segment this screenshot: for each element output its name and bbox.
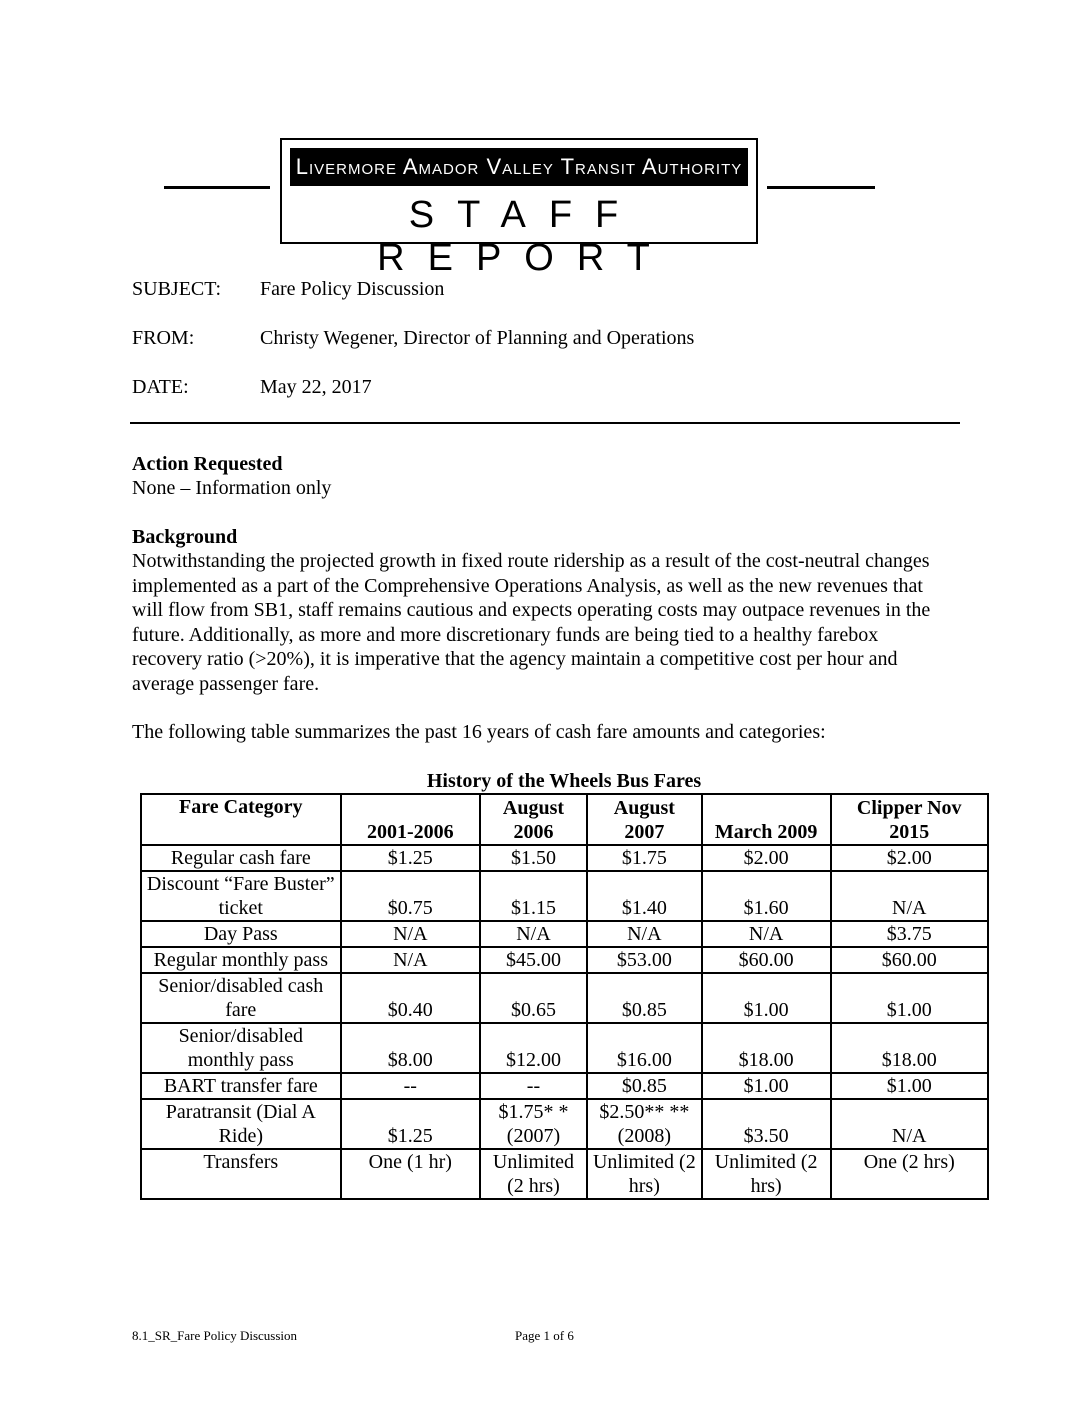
table-cell: $0.40 xyxy=(341,973,480,1023)
fare-history-table xyxy=(140,793,989,1200)
table-cell: $18.00 xyxy=(831,1023,989,1073)
table-row xyxy=(141,1023,988,1073)
action-heading: Action Requested xyxy=(132,453,283,475)
table-row xyxy=(141,871,988,921)
table-cell: Unlimited (2 hrs) xyxy=(702,1149,831,1199)
footer-page-number: Page 1 of 6 xyxy=(515,1328,574,1343)
table-cell: N/A xyxy=(587,921,702,947)
background-heading: Background xyxy=(132,526,238,548)
table-cell: $1.25 xyxy=(341,1099,480,1149)
from-label: FROM: xyxy=(132,327,195,349)
from-value: Christy Wegener, Director of Planning and Operations xyxy=(260,327,695,349)
table-row xyxy=(141,1149,988,1199)
table-cell: $0.75 xyxy=(341,871,480,921)
table-cell: N/A xyxy=(702,921,831,947)
table-cell: $53.00 xyxy=(587,947,702,973)
table-cell: $3.75 xyxy=(831,921,989,947)
table-row xyxy=(141,1099,988,1149)
header-rule-right xyxy=(767,186,875,189)
table-cell: $1.00 xyxy=(702,973,831,1023)
header-rule-left xyxy=(164,186,270,189)
table-cell: $1.50 xyxy=(480,845,587,871)
table-cell: $16.00 xyxy=(587,1023,702,1073)
table-title: History of the Wheels Bus Fares xyxy=(426,770,702,792)
fare-category: Discount “Fare Buster” ticket xyxy=(141,871,341,921)
fare-category: Day Pass xyxy=(141,921,341,947)
fare-category: Senior/disabled monthly pass xyxy=(141,1023,341,1073)
table-cell: $1.40 xyxy=(587,871,702,921)
table-cell: One (2 hrs) xyxy=(831,1149,989,1199)
action-text: None – Information only xyxy=(132,477,332,499)
table-cell: $12.00 xyxy=(480,1023,587,1073)
table-row xyxy=(141,947,988,973)
report-type: STAFF REPORT xyxy=(377,194,673,279)
table-cell: $3.50 xyxy=(702,1099,831,1149)
fare-category: Senior/disabled cash fare xyxy=(141,973,341,1023)
column-header: Clipper Nov 2015 xyxy=(831,794,989,845)
fare-category: Regular cash fare xyxy=(141,845,341,871)
table-cell: $2.50** **(2008) xyxy=(587,1099,702,1149)
table-cell: N/A xyxy=(480,921,587,947)
date-label: DATE: xyxy=(132,376,189,398)
section-divider xyxy=(130,422,960,424)
table-row xyxy=(141,973,988,1023)
table-cell: $45.00 xyxy=(480,947,587,973)
table-cell: $1.00 xyxy=(831,1073,989,1099)
table-cell: $8.00 xyxy=(341,1023,480,1073)
table-cell: $60.00 xyxy=(831,947,989,973)
table-cell: $0.85 xyxy=(587,1073,702,1099)
table-cell: $0.85 xyxy=(587,973,702,1023)
date-value: May 22, 2017 xyxy=(260,376,372,398)
column-header: Fare Category xyxy=(141,794,341,845)
table-cell: $1.00 xyxy=(831,973,989,1023)
footer-doc-id: 8.1_SR_Fare Policy Discussion xyxy=(132,1328,298,1343)
subject-value: Fare Policy Discussion xyxy=(260,278,445,300)
agency-logo xyxy=(280,138,758,279)
table-cell: -- xyxy=(480,1073,587,1099)
table-intro: The following table summarizes the past 16 years of cash fare amounts and categories: xyxy=(132,721,826,743)
table-cell: Unlimited (2 hrs) xyxy=(480,1149,587,1199)
agency-name: Livermore Amador Valley Transit Authority xyxy=(290,148,748,186)
fare-category: BART transfer fare xyxy=(141,1073,341,1099)
fare-category: Transfers xyxy=(141,1149,341,1199)
table-cell: $18.00 xyxy=(702,1023,831,1073)
subject-label: SUBJECT: xyxy=(132,278,222,300)
fare-category: Regular monthly pass xyxy=(141,947,341,973)
table-cell: $0.65 xyxy=(480,973,587,1023)
table-cell: N/A xyxy=(341,921,480,947)
table-cell: -- xyxy=(341,1073,480,1099)
table-header-row xyxy=(141,794,988,845)
fare-category: Paratransit (Dial A Ride) xyxy=(141,1099,341,1149)
background-paragraph: Notwithstanding the projected growth in fixed route ridership as a result of the cost-neutral changes implemented as a part of the Comprehensive Operations Analysis, as well as the new revenues that will flow from SB1, staff remains cautious and expects operating costs may outpace revenues in the future. Additionally, as more and more discretionary funds are being tied to a healthy farebox recovery ratio (>20%), it is imperative that the agency maintain a competitive cost per hour and average passenger fare. xyxy=(132,550,931,695)
table-cell: $2.00 xyxy=(702,845,831,871)
table-cell: One (1 hr) xyxy=(341,1149,480,1199)
table-cell: $1.15 xyxy=(480,871,587,921)
column-header: August 2006 xyxy=(480,794,587,845)
table-cell: $1.25 xyxy=(341,845,480,871)
column-header: 2001-2006 xyxy=(341,794,480,845)
table-cell: Unlimited (2 hrs) xyxy=(587,1149,702,1199)
table-cell: $1.00 xyxy=(702,1073,831,1099)
table-cell: $1.75 xyxy=(587,845,702,871)
column-header: August 2007 xyxy=(587,794,702,845)
table-cell: $1.60 xyxy=(702,871,831,921)
column-header: March 2009 xyxy=(702,794,831,845)
table-cell: $2.00 xyxy=(831,845,989,871)
table-cell: N/A xyxy=(831,871,989,921)
table-cell: $60.00 xyxy=(702,947,831,973)
table-row xyxy=(141,921,988,947)
table-row xyxy=(141,1073,988,1099)
table-cell: $1.75* *(2007) xyxy=(480,1099,587,1149)
table-row xyxy=(141,845,988,871)
table-cell: N/A xyxy=(831,1099,989,1149)
table-cell: N/A xyxy=(341,947,480,973)
